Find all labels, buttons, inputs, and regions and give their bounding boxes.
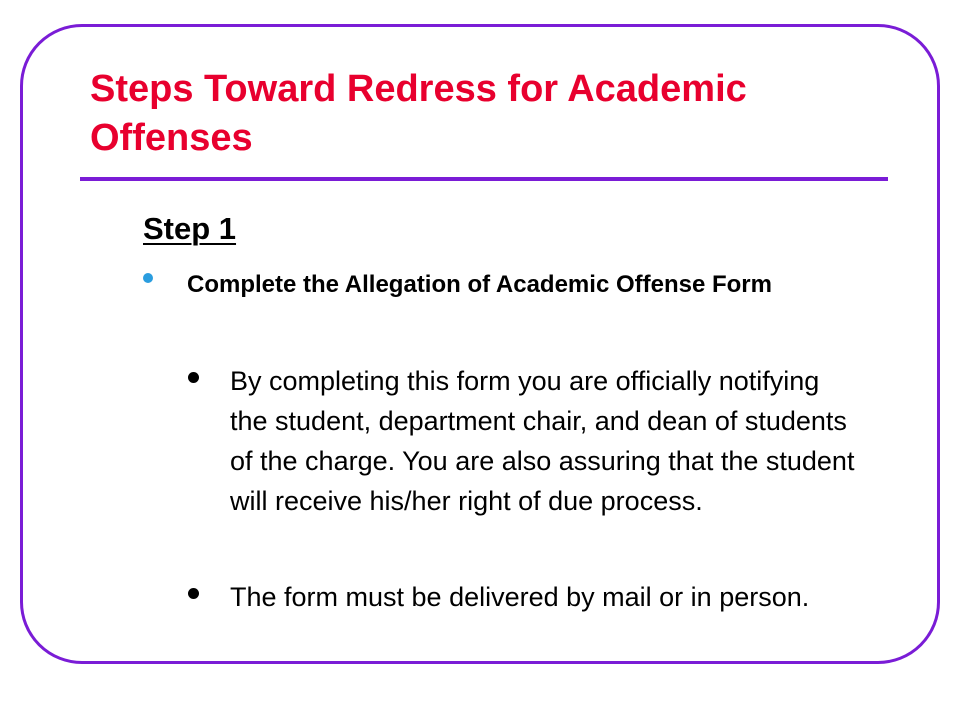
title-divider xyxy=(80,177,888,181)
bullet-text: The form must be delivered by mail or in person. xyxy=(230,582,810,612)
step-heading: Step 1 xyxy=(143,211,237,246)
slide-title: Steps Toward Redress for Academic Offenses xyxy=(90,68,747,159)
bullet-text: Complete the Allegation of Academic Offense Form xyxy=(187,271,772,298)
bullet-text: By completing this form you are officially notifying the student, department chair, and dean of students of the charge. You are also assuring that the student will receive his/her right of due process. xyxy=(230,366,855,516)
bullet-dot-icon xyxy=(143,273,153,283)
bullet-dot-icon xyxy=(188,372,199,383)
bullet-dot-icon xyxy=(188,588,199,599)
